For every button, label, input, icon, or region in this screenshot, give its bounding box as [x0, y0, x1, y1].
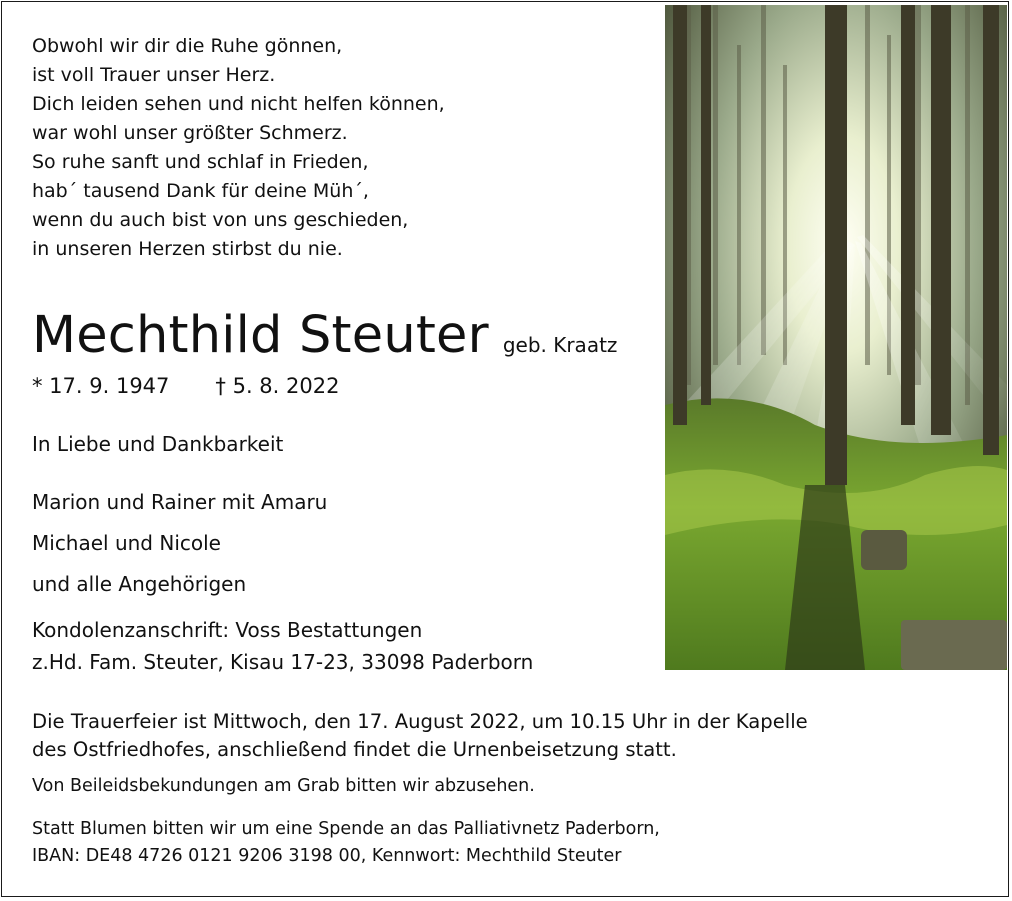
mourners-list — [32, 482, 327, 605]
mourner-entry: Michael und Nicole — [32, 531, 221, 555]
poem-line: hab´ tausend Dank für deine Müh´, — [32, 180, 369, 202]
dedication-line: In Liebe und Dankbarkeit — [32, 432, 284, 456]
deceased-name-row — [32, 306, 617, 365]
no-grave-condolences: Von Beileidsbekundungen am Grab bitten wir abzusehen. — [32, 776, 535, 796]
poem-line: So ruhe sanft und schlaf in Frieden, — [32, 151, 369, 173]
poem-line: ist voll Trauer unser Herz. — [32, 64, 276, 86]
donation-request — [32, 816, 660, 870]
birth-date: * 17. 9. 1947 — [32, 374, 170, 398]
poem-line: wenn du auch bist von uns geschieden, — [32, 209, 409, 231]
donation-line: Statt Blumen bitten wir um eine Spende an das Palliativnetz Paderborn, — [32, 819, 660, 839]
life-dates — [32, 374, 339, 398]
death-date: † 5. 8. 2022 — [215, 374, 340, 398]
forest-sunbeams-photo — [665, 5, 1007, 670]
donation-line: IBAN: DE48 4726 0121 9206 3198 00, Kennwort: Mechthild Steuter — [32, 846, 622, 866]
funeral-notice — [32, 708, 808, 764]
obituary-notice — [1, 1, 1009, 897]
poem-line: Dich leiden sehen und nicht helfen können, — [32, 93, 445, 115]
maiden-name: geb. Kraatz — [502, 333, 618, 357]
funeral-line: des Ostfriedhofes, anschließend findet die Urnenbeisetzung statt. — [32, 738, 677, 761]
mourner-entry: Marion und Rainer mit Amaru — [32, 490, 328, 514]
memorial-poem — [32, 32, 445, 264]
condolence-line: Kondolenzanschrift: Voss Bestattungen — [32, 618, 423, 642]
condolence-address — [32, 614, 533, 678]
poem-line: in unseren Herzen stirbst du nie. — [32, 238, 343, 260]
poem-line: Obwohl wir dir die Ruhe gönnen, — [32, 35, 343, 57]
poem-line: war wohl unser größter Schmerz. — [32, 122, 348, 144]
funeral-line: Die Trauerfeier ist Mittwoch, den 17. August 2022, um 10.15 Uhr in der Kapelle — [32, 710, 808, 733]
deceased-name: Mechthild Steuter — [32, 306, 489, 365]
mourner-entry: und alle Angehörigen — [32, 572, 247, 596]
condolence-line: z.Hd. Fam. Steuter, Kisau 17-23, 33098 Paderborn — [32, 650, 534, 674]
